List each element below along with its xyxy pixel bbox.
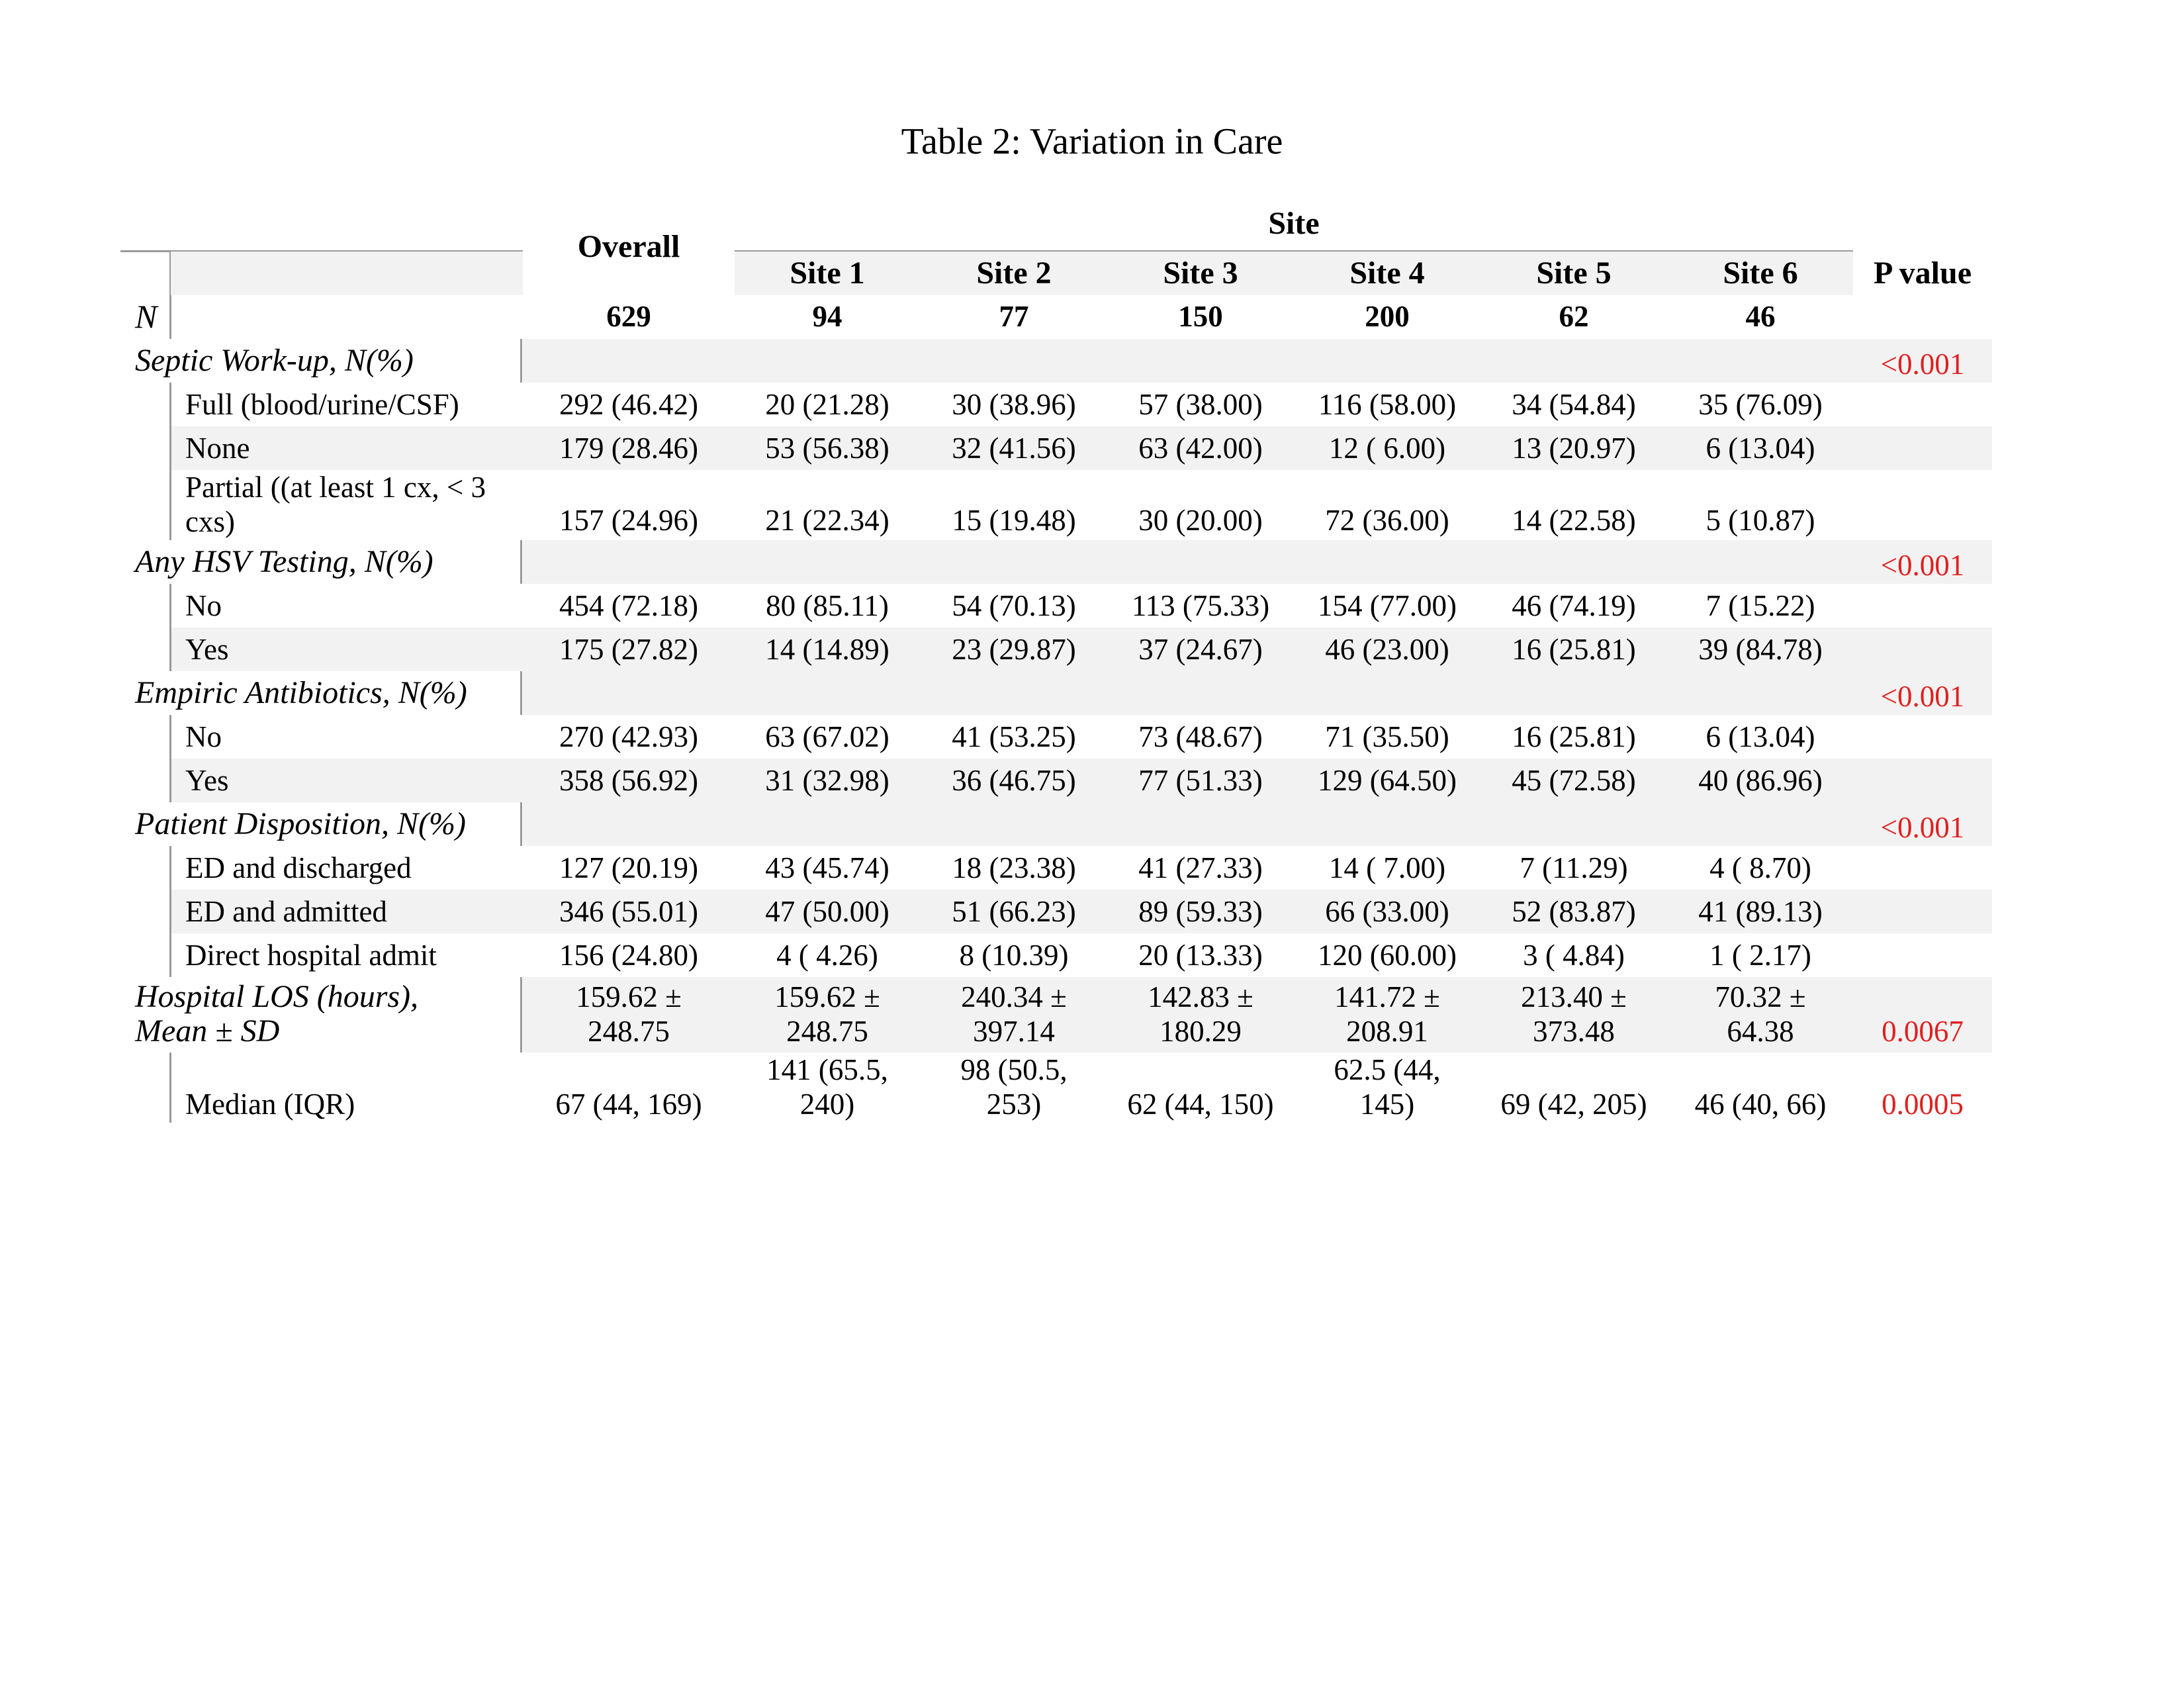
row-vbar	[169, 715, 171, 759]
row-vbar	[169, 846, 171, 890]
n-site-1: 94	[812, 300, 842, 333]
cell-site-6: 5 (10.87)	[1706, 504, 1815, 537]
category-vbar	[520, 540, 522, 584]
cell-site-6: 6 (13.04)	[1706, 720, 1815, 753]
cell-site-5: 3 ( 4.84)	[1523, 939, 1625, 972]
cell-site-4: 154 (77.00)	[1318, 589, 1457, 622]
los-overall-line1: 159.62 ±	[576, 980, 682, 1013]
cell-site-4: 116 (58.00)	[1318, 388, 1457, 421]
cell-site-1: 21 (22.34)	[765, 504, 889, 537]
cell-site-3: 73 (48.67)	[1138, 720, 1263, 753]
cell-site-2: 18 (23.38)	[952, 851, 1076, 884]
n-site-6: 46	[1745, 300, 1776, 333]
cell-site-2: 23 (29.87)	[952, 633, 1076, 666]
p-value: 0.0005	[1882, 1088, 1964, 1121]
median-overall-line2: 67 (44, 169)	[555, 1088, 702, 1121]
table-row	[0, 426, 2184, 470]
cell-site-4: 46 (23.00)	[1325, 633, 1449, 666]
median-site-5-line2: 69 (42, 205)	[1500, 1088, 1647, 1121]
los-site-2-line1: 240.34 ±	[961, 980, 1067, 1013]
cell-site-6: 39 (84.78)	[1698, 633, 1823, 666]
cell-overall: 127 (20.19)	[559, 851, 698, 884]
median-row	[0, 1053, 2184, 1123]
cell-overall: 346 (55.01)	[559, 895, 698, 928]
table-row	[0, 584, 2184, 628]
cell-site-3: 63 (42.00)	[1138, 432, 1263, 465]
cell-site-4: 120 (60.00)	[1318, 939, 1457, 972]
cell-site-2: 30 (38.96)	[952, 388, 1076, 421]
cell-site-3: 113 (75.33)	[1131, 589, 1270, 622]
table-row	[0, 933, 2184, 977]
cell-site-2: 41 (53.25)	[952, 720, 1076, 753]
cell-overall: 157 (24.96)	[559, 504, 698, 537]
n-site-5: 62	[1559, 300, 1589, 333]
table-row	[0, 759, 2184, 802]
los-site-1-line2: 248.75	[786, 1015, 868, 1048]
cell-overall: 156 (24.80)	[559, 939, 698, 972]
cell-site-5: 34 (54.84)	[1512, 388, 1636, 421]
median-site-6-line2: 46 (40, 66)	[1694, 1088, 1827, 1121]
row-label: None	[185, 432, 250, 465]
header-site-group: Site	[1268, 206, 1320, 241]
p-value: <0.001	[1880, 680, 1965, 713]
row-label: Yes	[185, 764, 229, 797]
row-vbar	[169, 759, 171, 802]
n-site-3: 150	[1178, 300, 1223, 333]
row-vbar	[169, 426, 171, 470]
category-label: Any HSV Testing, N(%)	[135, 544, 433, 579]
row-label: Full (blood/urine/CSF)	[185, 388, 459, 421]
cell-site-5: 13 (20.97)	[1512, 432, 1636, 465]
cell-site-4: 72 (36.00)	[1325, 504, 1449, 537]
header-site-5: Site 5	[1536, 256, 1612, 291]
median-site-4-line1: 62.5 (44,	[1334, 1053, 1441, 1086]
n-row-label: N	[135, 298, 158, 335]
cell-site-4: 12 ( 6.00)	[1328, 432, 1446, 465]
los-site-1-line1: 159.62 ±	[774, 980, 880, 1013]
los-vbar	[520, 977, 522, 1053]
header-overall: Overall	[577, 229, 680, 264]
cell-site-1: 80 (85.11)	[766, 589, 889, 622]
median-site-2-line1: 98 (50.5,	[960, 1053, 1068, 1086]
cell-site-2: 32 (41.56)	[952, 432, 1076, 465]
category-row	[0, 339, 2184, 383]
stub-header-band	[171, 252, 523, 295]
los-label-line1: Hospital LOS (hours),	[135, 979, 419, 1014]
los-label-line2: Mean ± SD	[135, 1013, 280, 1049]
cell-site-3: 89 (59.33)	[1138, 895, 1263, 928]
cell-site-3: 20 (13.33)	[1138, 939, 1263, 972]
median-site-3-line2: 62 (44, 150)	[1127, 1088, 1274, 1121]
row-vbar	[169, 383, 171, 426]
cell-site-1: 53 (56.38)	[765, 432, 889, 465]
cell-site-5: 16 (25.81)	[1512, 633, 1636, 666]
table-row	[0, 846, 2184, 890]
cell-site-5: 16 (25.81)	[1512, 720, 1636, 753]
row-label: No	[185, 720, 222, 753]
cell-site-2: 15 (19.48)	[952, 504, 1076, 537]
median-vbar	[169, 1053, 171, 1123]
row-label: Direct hospital admit	[185, 939, 437, 972]
row-label: No	[185, 589, 222, 622]
cell-site-6: 6 (13.04)	[1706, 432, 1815, 465]
los-site-5-line2: 373.48	[1533, 1015, 1615, 1048]
header-site-2: Site 2	[976, 256, 1052, 291]
category-row	[0, 802, 2184, 846]
category-label: Septic Work-up, N(%)	[135, 343, 414, 378]
table-row	[0, 383, 2184, 426]
cell-site-1: 47 (50.00)	[765, 895, 889, 928]
p-value: <0.001	[1880, 811, 1965, 844]
category-vbar	[520, 339, 522, 383]
category-label: Empiric Antibiotics, N(%)	[135, 675, 467, 710]
cell-site-2: 8 (10.39)	[959, 939, 1069, 972]
cell-site-1: 4 ( 4.26)	[776, 939, 878, 972]
cell-overall: 454 (72.18)	[559, 589, 698, 622]
cell-site-3: 37 (24.67)	[1138, 633, 1263, 666]
header-site-1: Site 1	[790, 256, 865, 291]
category-label: Patient Disposition, N(%)	[135, 806, 466, 841]
row-vbar	[169, 890, 171, 933]
cell-site-3: 41 (27.33)	[1138, 851, 1263, 884]
cell-site-4: 14 ( 7.00)	[1328, 851, 1446, 884]
table-row	[0, 470, 2184, 540]
cell-overall: 179 (28.46)	[559, 432, 698, 465]
cell-overall: 175 (27.82)	[559, 633, 698, 666]
table-row	[0, 628, 2184, 671]
row-vbar	[169, 933, 171, 977]
n-site-4: 200	[1365, 300, 1410, 333]
cell-site-5: 46 (74.19)	[1512, 589, 1636, 622]
category-vbar	[520, 802, 522, 846]
cell-site-1: 63 (67.02)	[765, 720, 889, 753]
los-site-4-line2: 208.91	[1346, 1015, 1428, 1048]
cell-site-3: 57 (38.00)	[1138, 388, 1263, 421]
cell-site-5: 7 (11.29)	[1520, 851, 1628, 884]
cell-site-4: 71 (35.50)	[1325, 720, 1449, 753]
cell-site-4: 129 (64.50)	[1318, 764, 1457, 797]
row-vbar	[169, 584, 171, 628]
category-row	[0, 540, 2184, 584]
header-site-4: Site 4	[1349, 256, 1425, 291]
category-row	[0, 671, 2184, 715]
table-row	[0, 890, 2184, 933]
cell-site-6: 41 (89.13)	[1698, 895, 1823, 928]
cell-site-6: 1 ( 2.17)	[1709, 939, 1811, 972]
los-site-6-line2: 64.38	[1727, 1015, 1794, 1048]
cell-overall: 358 (56.92)	[559, 764, 698, 797]
header-site-6: Site 6	[1723, 256, 1798, 291]
los-site-6-line1: 70.32 ±	[1715, 980, 1806, 1013]
cell-site-3: 30 (20.00)	[1138, 504, 1263, 537]
row-shade	[523, 339, 1992, 383]
p-value: <0.001	[1880, 549, 1965, 582]
cell-overall: 292 (46.42)	[559, 388, 698, 421]
row-vbar	[169, 470, 171, 540]
row-label: Yes	[185, 633, 229, 666]
p-value: <0.001	[1880, 348, 1965, 381]
p-value: 0.0067	[1882, 1015, 1964, 1048]
cell-site-5: 52 (83.87)	[1512, 895, 1636, 928]
cell-site-6: 40 (86.96)	[1698, 764, 1823, 797]
n-overall: 629	[606, 300, 651, 333]
header-site-3: Site 3	[1163, 256, 1238, 291]
cell-site-2: 36 (46.75)	[952, 764, 1076, 797]
row-shade	[523, 802, 1992, 846]
category-vbar	[520, 671, 522, 715]
los-site-3-line1: 142.83 ±	[1148, 980, 1253, 1013]
los-site-3-line2: 180.29	[1160, 1015, 1242, 1048]
row-shade	[523, 671, 1992, 715]
cell-site-5: 45 (72.58)	[1512, 764, 1636, 797]
cell-site-5: 14 (22.58)	[1512, 504, 1636, 537]
cell-site-6: 7 (15.22)	[1706, 589, 1815, 622]
n-site-2: 77	[999, 300, 1029, 333]
row-label: ED and admitted	[185, 895, 387, 928]
row-vbar	[169, 628, 171, 671]
cell-site-1: 31 (32.98)	[765, 764, 889, 797]
median-site-2-line2: 253)	[986, 1088, 1042, 1121]
table-row	[0, 715, 2184, 759]
los-site-2-line2: 397.14	[973, 1015, 1055, 1048]
los-site-5-line1: 213.40 ±	[1521, 980, 1627, 1013]
header-p-value: P value	[1873, 256, 1972, 291]
cell-site-1: 14 (14.89)	[765, 633, 889, 666]
cell-site-2: 54 (70.13)	[952, 589, 1076, 622]
median-site-1-line2: 240)	[799, 1088, 855, 1121]
cell-site-1: 43 (45.74)	[765, 851, 889, 884]
los-overall-line2: 248.75	[588, 1015, 670, 1048]
table-title: Table 2: Variation in Care	[901, 121, 1283, 162]
row-label: ED and discharged	[185, 851, 412, 884]
row-label: Partial ((at least 1 cx, < 3 cxs)	[185, 471, 486, 538]
cell-site-1: 20 (21.28)	[765, 388, 889, 421]
cell-site-6: 35 (76.09)	[1698, 388, 1823, 421]
row-shade	[523, 540, 1992, 584]
los-row	[0, 977, 2184, 1053]
cell-overall: 270 (42.93)	[559, 720, 698, 753]
cell-site-6: 4 ( 8.70)	[1709, 851, 1811, 884]
median-label: Median (IQR)	[185, 1088, 355, 1121]
cell-site-4: 66 (33.00)	[1325, 895, 1449, 928]
median-site-4-line2: 145)	[1359, 1088, 1415, 1121]
cell-site-2: 51 (66.23)	[952, 895, 1076, 928]
los-site-4-line1: 141.72 ±	[1334, 980, 1440, 1013]
cell-site-3: 77 (51.33)	[1138, 764, 1263, 797]
median-site-1-line1: 141 (65.5,	[766, 1053, 888, 1086]
